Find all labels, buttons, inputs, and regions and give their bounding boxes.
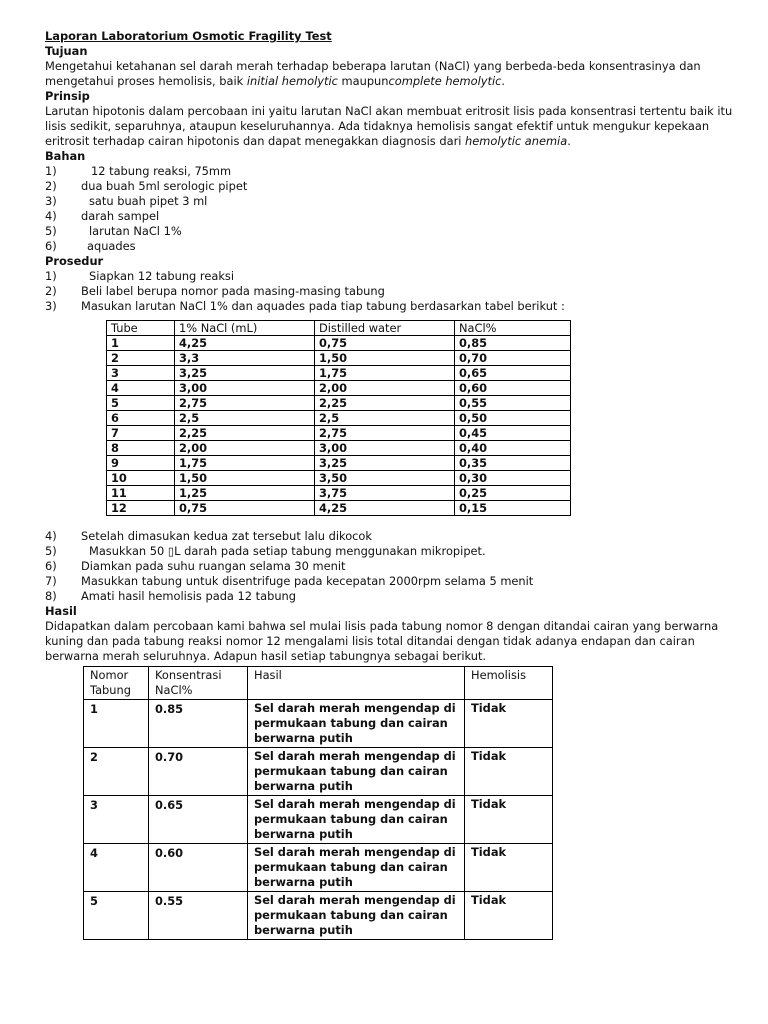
list-item-text: Diamkan pada suhu ruangan selama 30 menit bbox=[81, 559, 346, 573]
table-cell: 4,25 bbox=[175, 336, 315, 351]
table-cell: 3,00 bbox=[315, 441, 455, 456]
document-page bbox=[45, 29, 745, 940]
table-cell: 0.70 bbox=[149, 748, 248, 796]
table-row bbox=[107, 456, 571, 471]
list-item bbox=[45, 544, 745, 559]
table-cell: 5 bbox=[84, 892, 149, 940]
table-cell: 2,5 bbox=[315, 411, 455, 426]
table-cell: 1,75 bbox=[315, 366, 455, 381]
document-title: Laporan Laboratorium Osmotic Fragility Test bbox=[45, 29, 332, 43]
prinsip-em: hemolytic anemia bbox=[465, 134, 568, 148]
list-item bbox=[45, 574, 745, 589]
table-cell: 2,75 bbox=[315, 426, 455, 441]
table-cell: 9 bbox=[107, 456, 175, 471]
table-cell: 4 bbox=[84, 844, 149, 892]
table-cell: Tidak bbox=[465, 892, 553, 940]
table-cell: 0,65 bbox=[455, 366, 571, 381]
prosedur-list-b bbox=[45, 529, 745, 604]
table-cell: Sel darah merah mengendap di permukaan tabung dan cairan berwarna putih bbox=[248, 892, 465, 940]
table-cell: 2 bbox=[107, 351, 175, 366]
list-item-text: 12 tabung reaksi, 75mm bbox=[91, 164, 232, 178]
table-cell: 2,25 bbox=[315, 396, 455, 411]
table-cell: 0,50 bbox=[455, 411, 571, 426]
table-cell: 0,40 bbox=[455, 441, 571, 456]
table-cell: 3,00 bbox=[175, 381, 315, 396]
prinsip-text-end: . bbox=[567, 134, 571, 148]
table-cell: 4 bbox=[107, 381, 175, 396]
table-header-cell: Hemolisis bbox=[465, 667, 553, 700]
tujuan-paragraph bbox=[45, 59, 745, 89]
list-item-text: dua buah 5ml serologic pipet bbox=[81, 179, 248, 193]
list-item-number: 8) bbox=[45, 589, 57, 603]
table-cell: Tidak bbox=[465, 844, 553, 892]
table-row bbox=[84, 892, 553, 940]
list-item-number: 6) bbox=[45, 559, 57, 573]
table-row bbox=[107, 351, 571, 366]
hasil-table bbox=[83, 666, 553, 940]
table-cell: 1,50 bbox=[315, 351, 455, 366]
bahan-list bbox=[45, 164, 745, 254]
list-item-number: 7) bbox=[45, 574, 57, 588]
table-cell: 3 bbox=[107, 366, 175, 381]
table-cell: 0,25 bbox=[455, 486, 571, 501]
prinsip-paragraph bbox=[45, 104, 745, 149]
list-item bbox=[45, 529, 745, 544]
prosedur-list-a bbox=[45, 269, 745, 314]
table-cell: 1,75 bbox=[175, 456, 315, 471]
prosedur-heading: Prosedur bbox=[45, 254, 104, 268]
list-item-text: Masukan larutan NaCl 1% dan aquades pada tiap tabung berdasarkan tabel berikut : bbox=[81, 299, 565, 313]
prinsip-text: Larutan hipotonis dalam percobaan ini yaitu larutan NaCl akan membuat eritrosit lisis pada konsentrasi tertentu baik itu lisis sedikit, separuhnya, ataupun keseluruhannya. Ada tidaknya hemolisis sangat efektif untuk mengukur kepekaan eritrosit terhadap cairan hipotonis dan dapat menegakkan diagnosis dari bbox=[45, 104, 733, 148]
list-item-number: 1) bbox=[45, 269, 57, 283]
table-header-cell: 1% NaCl (mL) bbox=[175, 321, 315, 336]
table-row bbox=[107, 501, 571, 516]
table-row bbox=[84, 844, 553, 892]
table-cell: Sel darah merah mengendap di permukaan tabung dan cairan berwarna putih bbox=[248, 700, 465, 748]
tujuan-em-initial: initial hemolytic bbox=[246, 74, 338, 88]
tujuan-text-end: . bbox=[501, 74, 506, 88]
list-item bbox=[45, 224, 745, 239]
table-cell: 0,60 bbox=[455, 381, 571, 396]
list-item-text: Beli label berupa nomor pada masing-masing tabung bbox=[81, 284, 385, 298]
hasil-paragraph: Didapatkan dalam percobaan kami bahwa sel mulai lisis pada tabung nomor 8 dengan ditandai cairan yang berwarna kuning dan pada tabung reaksi nomor 12 mengalami lisis total ditandai dengan tidak adanya endapan dan cairan berwarna merah seluruhnya. Adapun hasil setiap tabungnya sebagai berikut. bbox=[45, 619, 719, 663]
table-row bbox=[107, 441, 571, 456]
table-row bbox=[107, 486, 571, 501]
table-cell: 2,00 bbox=[315, 381, 455, 396]
list-item bbox=[45, 299, 745, 314]
list-item-number: 5) bbox=[45, 224, 57, 238]
list-item bbox=[45, 239, 745, 254]
table-header-cell: Tube bbox=[107, 321, 175, 336]
table-cell: 0,30 bbox=[455, 471, 571, 486]
table-cell: Sel darah merah mengendap di permukaan tabung dan cairan berwarna putih bbox=[248, 748, 465, 796]
list-item-number: 2) bbox=[45, 284, 57, 298]
table-header-cell: Konsentrasi NaCl% bbox=[149, 667, 248, 700]
table-cell: 3 bbox=[84, 796, 149, 844]
table-cell: 2,75 bbox=[175, 396, 315, 411]
table-cell: 7 bbox=[107, 426, 175, 441]
table-cell: 2,5 bbox=[175, 411, 315, 426]
list-item-number: 5) bbox=[45, 544, 57, 558]
tujuan-em-complete: complete hemolytic bbox=[388, 74, 502, 88]
table-cell: 1,25 bbox=[175, 486, 315, 501]
table-cell: 0.65 bbox=[149, 796, 248, 844]
table-row bbox=[107, 336, 571, 351]
table-cell: 1 bbox=[84, 700, 149, 748]
table-cell: 11 bbox=[107, 486, 175, 501]
prinsip-heading: Prinsip bbox=[45, 89, 90, 103]
table-cell: Tidak bbox=[465, 796, 553, 844]
table-cell: 10 bbox=[107, 471, 175, 486]
table-cell: 0,85 bbox=[455, 336, 571, 351]
table-cell: 3,25 bbox=[175, 366, 315, 381]
list-item bbox=[45, 209, 745, 224]
list-item-text: Amati hasil hemolisis pada 12 tabung bbox=[81, 589, 296, 603]
nacl-dilution-table bbox=[106, 320, 571, 516]
list-item-text: Masukkan tabung untuk disentrifuge pada kecepatan 2000rpm selama 5 menit bbox=[81, 574, 534, 588]
table-header-row bbox=[107, 321, 571, 336]
table-cell: 3,75 bbox=[315, 486, 455, 501]
bahan-heading: Bahan bbox=[45, 149, 86, 163]
table-cell: 6 bbox=[107, 411, 175, 426]
list-item bbox=[45, 589, 745, 604]
table-cell: 0,45 bbox=[455, 426, 571, 441]
table-cell: 3,50 bbox=[315, 471, 455, 486]
list-item-number: 2) bbox=[45, 179, 57, 193]
table-cell: 2 bbox=[84, 748, 149, 796]
list-item-text: darah sampel bbox=[81, 209, 160, 223]
list-item bbox=[45, 269, 745, 284]
table-cell: Sel darah merah mengendap di permukaan tabung dan cairan berwarna putih bbox=[248, 796, 465, 844]
table-row bbox=[107, 381, 571, 396]
table-cell: 0,55 bbox=[455, 396, 571, 411]
table-cell: 2,25 bbox=[175, 426, 315, 441]
list-item-number: 4) bbox=[45, 209, 57, 223]
list-item-number: 1) bbox=[45, 164, 57, 178]
list-item-text: aquades bbox=[87, 239, 136, 253]
table-row bbox=[107, 366, 571, 381]
table-cell: 2,00 bbox=[175, 441, 315, 456]
table-cell: 0.60 bbox=[149, 844, 248, 892]
table-cell: 0.55 bbox=[149, 892, 248, 940]
list-item-number: 4) bbox=[45, 529, 57, 543]
list-item bbox=[45, 559, 745, 574]
table-cell: 0.85 bbox=[149, 700, 248, 748]
list-item bbox=[45, 194, 745, 209]
table-row bbox=[107, 471, 571, 486]
list-item-text: Masukkan 50 ▯L darah pada setiap tabung menggunakan mikropipet. bbox=[89, 544, 486, 558]
tujuan-text: Mengetahui ketahanan sel darah merah terhadap beberapa larutan (NaCl) yang berbeda-beda konsentrasinya dan mengetahui proses hemolisis, baik bbox=[45, 59, 701, 88]
list-item-number: 3) bbox=[45, 299, 57, 313]
table-cell: Tidak bbox=[465, 700, 553, 748]
table-cell: 0,35 bbox=[455, 456, 571, 471]
hasil-heading: Hasil bbox=[45, 604, 77, 618]
table-header-cell: Nomor Tabung bbox=[84, 667, 149, 700]
list-item bbox=[45, 179, 745, 194]
table-header-cell: Distilled water bbox=[315, 321, 455, 336]
list-item-text: Siapkan 12 tabung reaksi bbox=[89, 269, 235, 283]
table-row bbox=[107, 426, 571, 441]
table-cell: 0,75 bbox=[315, 336, 455, 351]
table-cell: 0,15 bbox=[455, 501, 571, 516]
tujuan-text-mid: maupun bbox=[337, 74, 389, 88]
list-item bbox=[45, 164, 745, 179]
table-cell: 8 bbox=[107, 441, 175, 456]
table-header-cell: Hasil bbox=[248, 667, 465, 700]
table-row bbox=[84, 700, 553, 748]
table-cell: 1,50 bbox=[175, 471, 315, 486]
list-item-text: satu buah pipet 3 ml bbox=[89, 194, 208, 208]
table-row bbox=[107, 411, 571, 426]
list-item bbox=[45, 284, 745, 299]
table-header-row bbox=[84, 667, 553, 700]
table-cell: 12 bbox=[107, 501, 175, 516]
table-row bbox=[84, 796, 553, 844]
table-cell: Sel darah merah mengendap di permukaan tabung dan cairan berwarna putih bbox=[248, 844, 465, 892]
table-cell: 3,3 bbox=[175, 351, 315, 366]
table-cell: 1 bbox=[107, 336, 175, 351]
table-row bbox=[84, 748, 553, 796]
list-item-number: 6) bbox=[45, 239, 57, 253]
table-cell: 3,25 bbox=[315, 456, 455, 471]
list-item-number: 3) bbox=[45, 194, 57, 208]
list-item-text: larutan NaCl 1% bbox=[89, 224, 182, 238]
table-cell: 0,70 bbox=[455, 351, 571, 366]
table-cell: 4,25 bbox=[315, 501, 455, 516]
tujuan-heading: Tujuan bbox=[45, 44, 88, 58]
table-header-cell: NaCl% bbox=[455, 321, 571, 336]
table-row bbox=[107, 396, 571, 411]
table-cell: 5 bbox=[107, 396, 175, 411]
table-cell: 0,75 bbox=[175, 501, 315, 516]
list-item-text: Setelah dimasukan kedua zat tersebut lalu dikocok bbox=[81, 529, 372, 543]
table-cell: Tidak bbox=[465, 748, 553, 796]
